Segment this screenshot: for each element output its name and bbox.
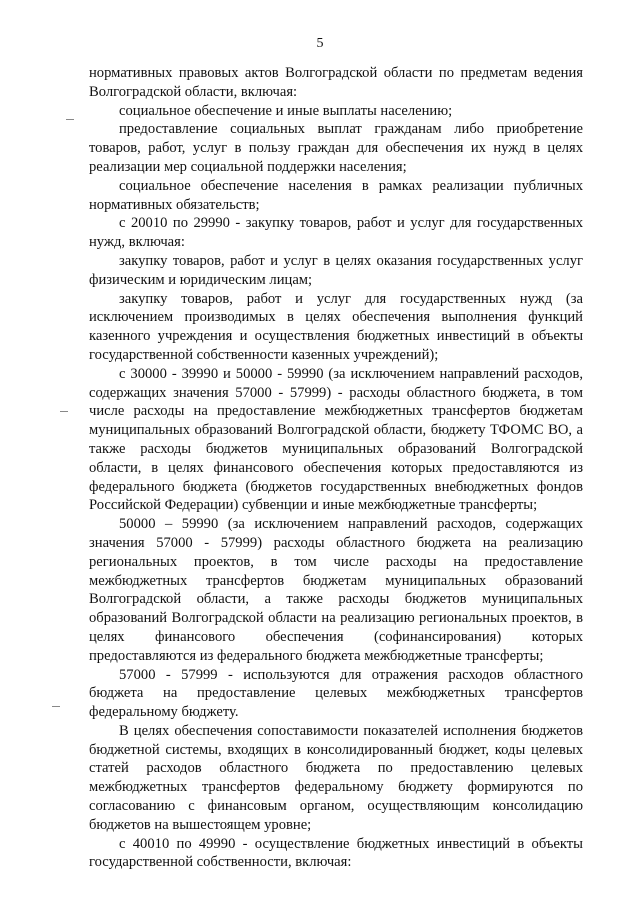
paragraph: социальное обеспечение населения в рамках реализации публичных нормативных обязательств; (89, 177, 583, 213)
paragraph: закупку товаров, работ и услуг для государственных нужд (за исключением производимых в целях обеспечения выполнения функций казенного учреждения и осуществления бюджетных инвестиций в объекты государственной собственности казенных учреждений); (89, 290, 583, 363)
paragraph: закупку товаров, работ и услуг в целях оказания государственных услуг физическим и юридическим лицам; (89, 252, 583, 288)
page-number: 5 (316, 36, 324, 51)
paragraph: 50000 – 59990 (за исключением направлений расходов, содержащих значения 57000 - 57999) расходы областного бюджета на реализацию региональных проектов, в том числе расходы на предоставление межбюджетных трансфертов бюджетам муниципальных образований Волгоградской области, а также расходы бюджетов муниципальных образований Волгоградской области на реализацию региональных проектов, в целях финансового обеспечения (софинансирования) которых предоставляются из федерального бюджета межбюджетные трансферты; (89, 516, 583, 664)
paragraph: с 20010 по 29990 - закупку товаров, работ и услуг для государственных нужд, включая: (89, 215, 583, 251)
scan-mark (60, 411, 68, 412)
paragraph: предоставление социальных выплат гражданам либо приобретение товаров, работ, услуг в пользу граждан для обеспечения их нужд в целях реализации мер социальной поддержки населения; (89, 121, 583, 175)
scan-mark (52, 706, 60, 707)
scan-mark (66, 119, 74, 120)
document-body (89, 64, 583, 872)
paragraph: В целях обеспечения сопоставимости показателей исполнения бюджетов бюджетной системы, входящих в консолидированный бюджет, коды целевых статей расходов областного бюджета по предоставлению целевых межбюджетных трансфертов федеральному бюджету формируются по согласованию с финансовым органом, осуществляющим консолидацию бюджетов на вышестоящем уровне; (89, 722, 583, 833)
paragraph: социальное обеспечение и иные выплаты населению; (119, 102, 453, 119)
paragraph: нормативных правовых актов Волгоградской области по предметам ведения Волгоградской области, включая: (89, 65, 583, 100)
paragraph: 57000 - 57999 - используются для отражения расходов областного бюджета на предоставление целевых межбюджетных трансфертов федеральному бюджету. (89, 666, 583, 721)
paragraph: с 30000 - 39990 и 50000 - 59990 (за исключением направлений расходов, содержащих значения 57000 - 57999) - расходы областного бюджета, в том числе расходы на предоставление межбюджетных трансфертов бюджетам муниципальных образований Волгоградской области, бюджету ТФОМС ВО, а также расходы бюджетов муниципальных образований Волгоградской области, в целях финансового обеспечения которых предоставляются из федерального бюджета (бюджетов государственных внебюджетных фондов Российской Федерации) субвенции и иные межбюджетные трансферты; (89, 365, 583, 514)
paragraph: с 40010 по 49990 - осуществление бюджетных инвестиций в объекты государственной собственности, включая: (89, 835, 583, 871)
